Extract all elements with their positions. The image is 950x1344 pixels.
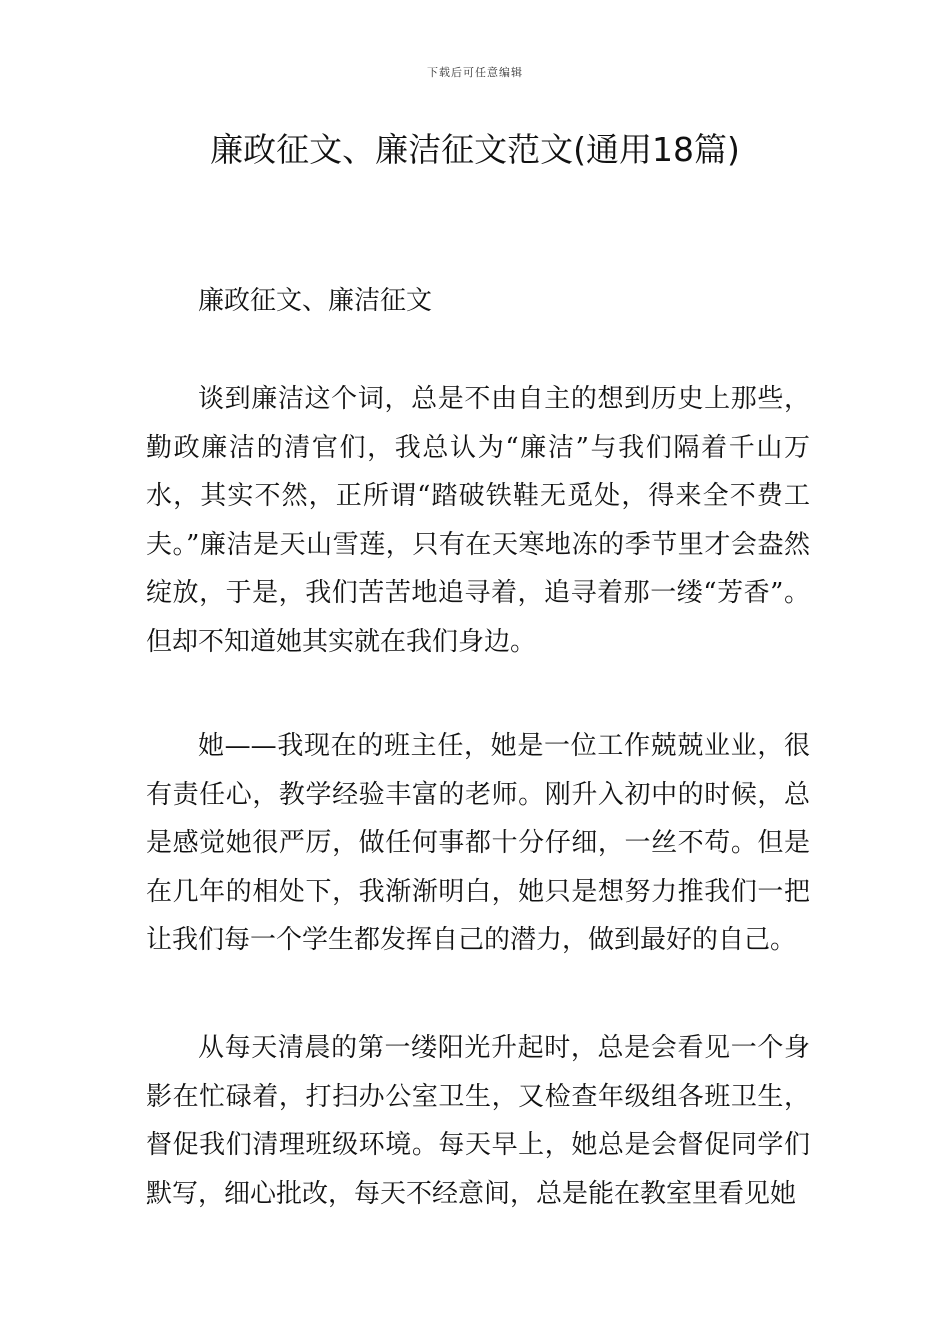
header-note: 下载后可任意编辑 (427, 66, 523, 79)
paragraph-3: 从每天清晨的第一缕阳光升起时，总是会看见一个身影在忙碌着，打扫办公室卫生，又检查年级组各班卫生，督促我们清理班级环境。每天早上，她总是会督促同学们默写，细心批改，每天不经意间，总是能在教室里看见她 (146, 1033, 810, 1209)
paragraph-2: 她——我现在的班主任，她是一位工作兢兢业业，很有责任心，教学经验丰富的老师。刚升入初中的时候，总是感觉她很严厉，做任何事都十分仔细，一丝不苟。但是在几年的相处下，我渐渐明白，她只是想努力推我们一把让我们每一个学生都发挥自己的潜力，做到最好的自己。 (146, 731, 810, 956)
document-title: 廉政征文、廉洁征文范文(通用18篇) (210, 130, 740, 169)
paragraph-1: 谈到廉洁这个词，总是不由自主的想到历史上那些，勤政廉洁的清官们，我总认为“廉洁”与我们隔着千山万水，其实不然，正所谓“踏破铁鞋无觅处，得来全不费工夫。”廉洁是天山雪莲，只有在天寒地冻的季节里才会盎然绽放，于是，我们苦苦地追寻着，追寻着那一缕“芳香”。但却不知道她其实就在我们身边。 (146, 384, 810, 657)
section-subtitle: 廉政征文、廉洁征文 (198, 286, 433, 316)
